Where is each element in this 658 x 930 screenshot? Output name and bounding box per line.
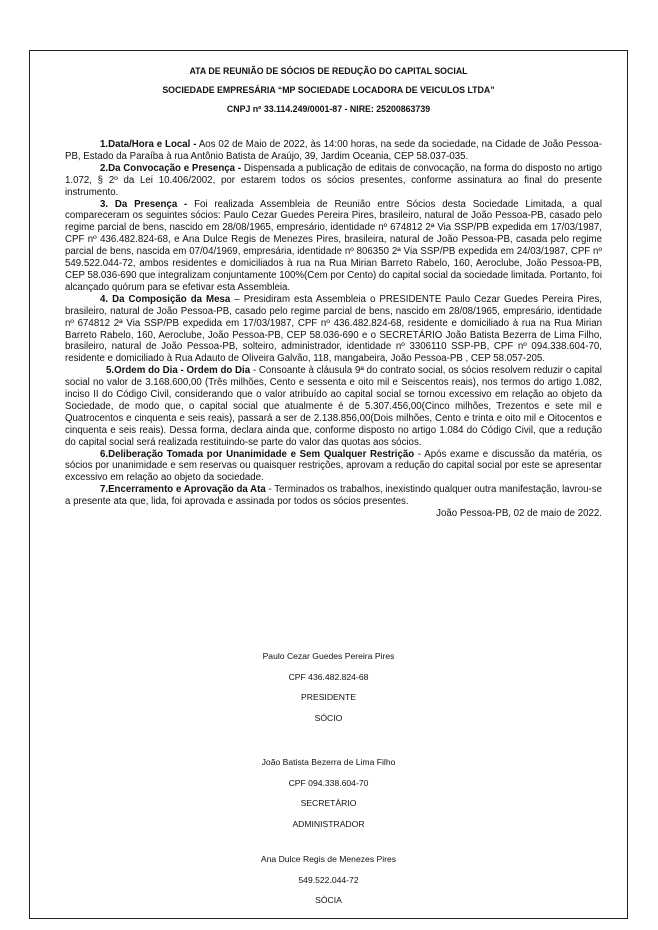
item-heading: 3. Da Presença - <box>100 198 188 210</box>
signer-role: PRESIDENTE <box>301 692 356 702</box>
item-text: – Presidiram esta Assembleia o PRESIDENTE Paulo Cezar Guedes Pereira Pires, brasileiro, natural de João Pessoa-PB, casado pelo regime parcial de bens, nascido em 28/08/1965, empresário, identidade nº 674812 2ª Via SSP/PB expedida em 17/03/1987, CPF nº 436.482.824-68, residente e domiciliado à rua na Rua Mirian Barreto Rabelo, 160, Aeroclube, João Pessoa-PB, CEP 58.036-690 e o SECRETÁRIO João Batista Bezerra de Lima Filho, brasileiro, natural de João Pessoa-PB, solteiro, administrador, identidade nº 3306110 SSP-PB, CPF nº 094.338.604-70, residente e domiciliado à Rua Adauto de Oliveira Galvão, 118, mangabeira, João Pessoa-PB , CEP 58.057-205. <box>65 293 602 365</box>
signer-role-2: SÓCIO <box>314 712 343 723</box>
company-ids: CNPJ nº 33.114.249/0001-87 - NIRE: 25200863739 <box>226 104 431 114</box>
minutes-body <box>65 139 602 520</box>
item-1 <box>65 139 602 163</box>
item-heading: 7.Encerramento e Aprovação da Ata <box>100 484 266 496</box>
document-page <box>29 50 628 919</box>
item-heading: 6.Deliberação Tomada por Unanimidade e Sem Qualquer Restrição <box>100 448 415 460</box>
item-heading: 2.Da Convocação e Presença - <box>100 162 242 174</box>
signer-name: João Batista Bezerra de Lima Filho <box>261 757 396 767</box>
date-line: João Pessoa-PB, 02 de maio de 2022. <box>436 508 602 520</box>
item-text: - Consoante à cláusula 9ª do contrato social, os sócios resolvem reduzir o capital social no valor de 3.168.600,00 (Três milhões, Cento e sessenta e oito mil e Seiscentos reais), nos termos do artigo 1.082, inciso II do Código Civil, considerando que o valor atribuído ao capital social se tornou excessivo em relação ao objeto da Sociedade, de modo que, o capital social que atualmente é de 5.307.456,00(Cinco milhões, Trezentos e sete mil e Quatrocentos e cinquenta e seis reais), passará a ser de 2.138.856,00(Dois milhões, Cento e trinta e oito mil e Oitocentos e cinquenta e seis reais). Dessa forma, declara ainda que, conforme disposto no artigo 1.084 do Código Civil, que a redução do capital social será realizada restituindo-se parte do valor das quotas aos sócios. <box>65 365 602 448</box>
signature-block-partner <box>30 849 627 911</box>
item-4 <box>65 294 602 365</box>
item-heading: 5.Ordem do Dia - Ordem do Dia <box>106 365 251 377</box>
item-6 <box>65 449 602 485</box>
signer-role: SECRETÁRIO <box>300 798 357 808</box>
signature-block-president <box>30 646 627 728</box>
signer-role: SÓCIA <box>315 895 342 905</box>
item-7 <box>65 484 602 508</box>
item-heading: 1.Data/Hora e Local - <box>100 139 197 150</box>
item-heading: 4. Da Composição da Mesa <box>100 293 231 305</box>
signer-cpf: 549.522.044-72 <box>298 874 359 885</box>
item-text: - Após exame e discussão da matéria, os sócios por unanimidade e sem reservas ou quaisquer restrições, aprovam a redução do capital social por este se apresentar excessivo em relação ao objeto da sociedade. <box>65 448 602 484</box>
signature-block-secretary <box>30 752 627 834</box>
item-text: - Terminados os trabalhos, inexistindo qualquer outra manifestação, lavrou-se a presente ata que, lida, foi aprovada e assinada por todos os sócios presentes. <box>65 484 602 508</box>
item-text: Dispensada a publicação de editais de convocação, na forma do disposto no artigo 1.072, § 2º da Lei 10.406/2002, por estarem todos os sócios presentes, conforme assinatura ao final do presente instrumento. <box>65 162 602 198</box>
signer-name: Ana Dulce Regis de Menezes Pires <box>260 854 397 864</box>
signer-role-2: ADMINISTRADOR <box>292 818 365 829</box>
signer-cpf: CPF 094.338.604-70 <box>288 777 369 788</box>
company-name: SOCIEDADE EMPRESÁRIA “MP SOCIEDADE LOCADORA DE VEICULOS LTDA” <box>162 85 495 95</box>
document-title: ATA DE REUNIÃO DE SÓCIOS DE REDUÇÃO DO CAPITAL SOCIAL <box>189 66 468 76</box>
item-2 <box>65 163 602 199</box>
item-5 <box>65 365 602 448</box>
item-3 <box>65 199 602 294</box>
signer-name: Paulo Cezar Guedes Pereira Pires <box>262 651 395 661</box>
item-text: Foi realizada Assembleia de Reunião entre Sócios desta Sociedade Limitada, a qual compareceram os seguintes sócios: Paulo Cezar Guedes Pereira Pires, brasileiro, natural de João Pessoa-PB, casado pelo regime parcial de bens, nascido em 28/08/1965, empresário, identidade nº 674812 2ª Via SSP/PB expedida em 17/03/1987, CPF nº 436.482.824-68, e Ana Dulce Regis de Menezes Pires, brasileira, natural de João Pessoa-PB, casada pelo regime parcial de bens, nascida em 07/04/1969, empresária, identidade nº 806350 2ª Via SSP/PB expedida em 24/03/1987, CPF nº 549.522.044-72, ambos residentes e domiciliados à rua na Rua Mirian Barreto Rabelo, 160, Aeroclube, João Pessoa-PB, CEP 58.036-690 que integralizam conjuntamente 100%(Cem por Cento) do capital social da sociedade limitada. Portanto, foi alcançado quórum para se efetivar esta Assembleia. <box>65 198 602 293</box>
item-text: Aos 02 de Maio de 2022, às 14:00 horas, na sede da sociedade, na Cidade de João Pessoa-PB, Estado da Paraíba à rua Antônio Batista de Araújo, 39, Jardim Oceania, CEP 58.037-035. <box>65 139 602 162</box>
signer-cpf: CPF 436.482.824-68 <box>288 671 369 682</box>
